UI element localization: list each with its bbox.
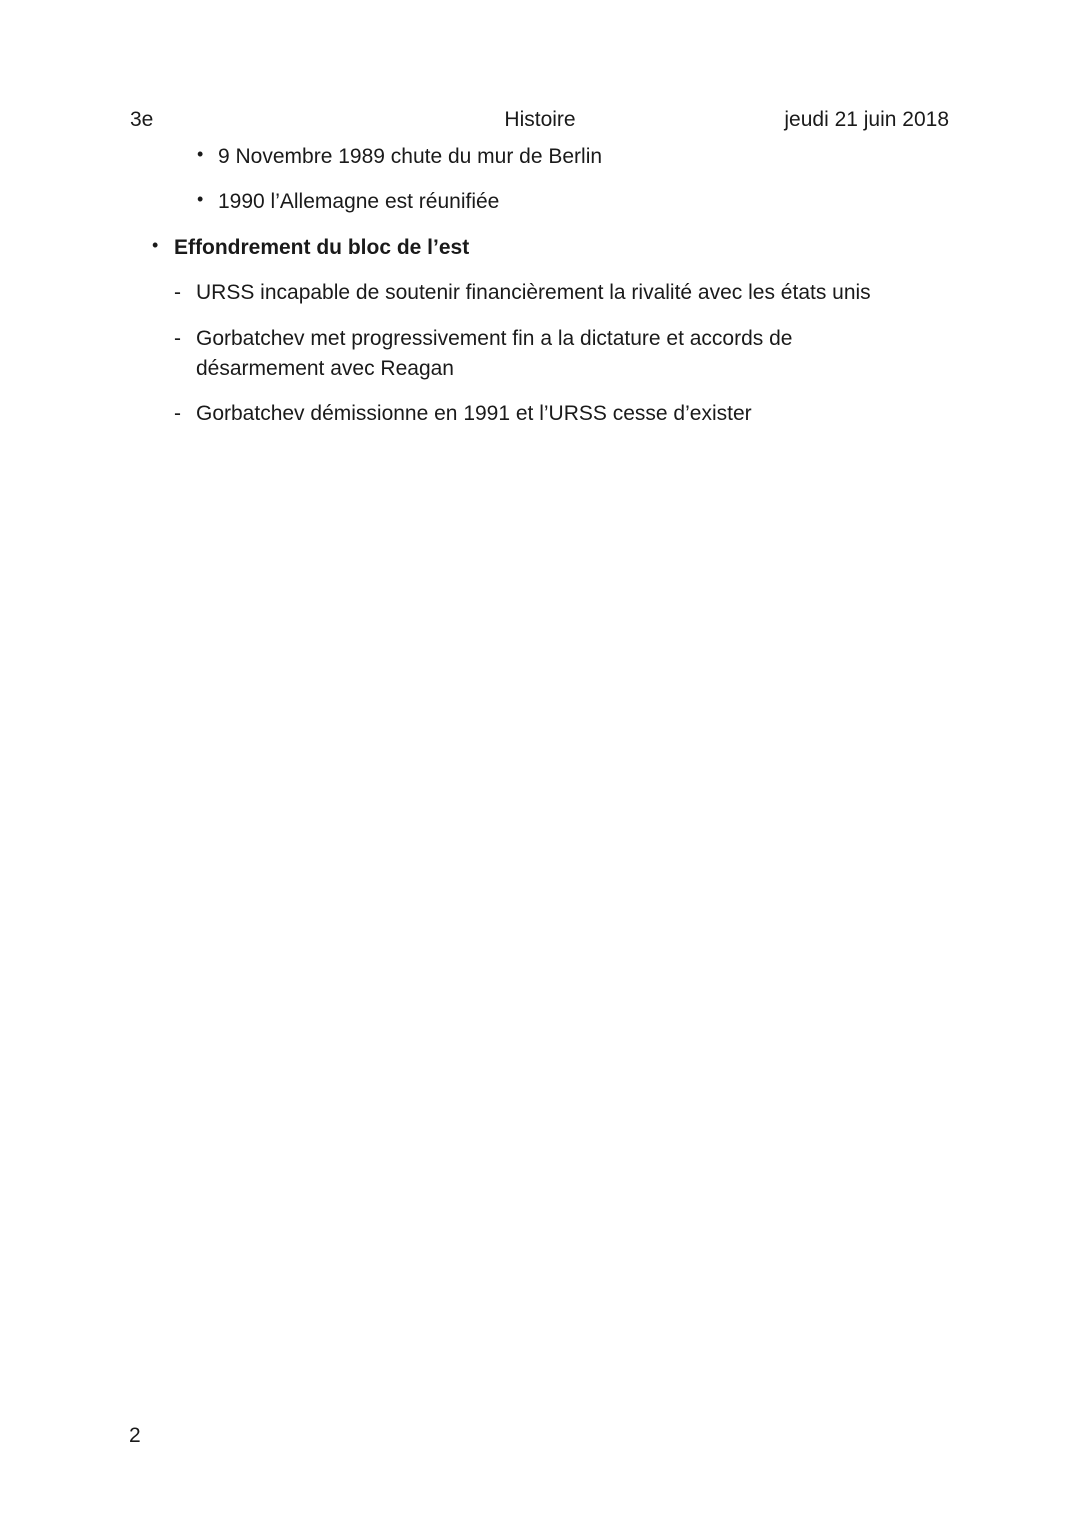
dash-icon: - [174,281,181,304]
bullet-icon: • [197,144,204,164]
dash-icon: - [174,402,181,425]
header-class-level: 3e [130,108,154,131]
bullet-icon: • [152,235,159,255]
list-item-text: Gorbatchev démissionne en 1991 et l’URSS cesse d’exister [196,402,752,425]
dash-icon: - [174,327,181,350]
sub-bullet-text: 1990 l’Allemagne est réunifiée [218,190,500,213]
bullet-icon: • [197,189,204,209]
sub-bullet-text: 9 Novembre 1989 chute du mur de Berlin [218,145,603,168]
page-header [0,108,1080,136]
list-item-text: URSS incapable de soutenir financièrement la rivalité avec les états unis [196,281,871,304]
header-subject: Histoire [504,108,576,131]
header-date: jeudi 21 juin 2018 [784,108,949,131]
list-item-text-continued: désarmement avec Reagan [196,357,454,380]
page-number: 2 [129,1424,141,1447]
list-item-text: Gorbatchev met progressivement fin a la dictature et accords de [196,327,793,350]
section-title: Effondrement du bloc de l’est [174,236,470,259]
